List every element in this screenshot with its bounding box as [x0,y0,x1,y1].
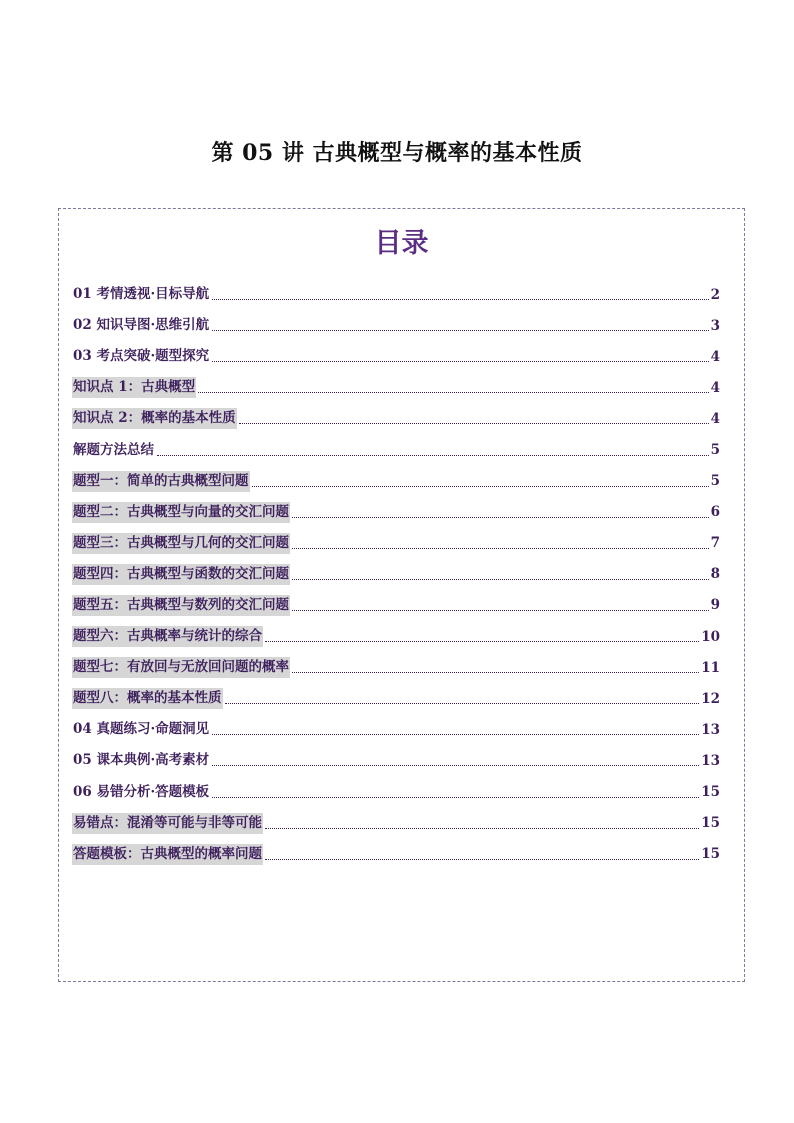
toc-entry-page: 4 [710,379,720,396]
toc-entry[interactable] [72,559,720,590]
toc-dot-leader [212,765,699,766]
toc-dot-leader [292,517,709,518]
toc-entry-label: 题型三：古典概型与几何的交汇问题 [72,533,290,554]
toc-entry-label: 解题方法总结 [73,441,154,458]
toc-entry-page: 13 [701,752,720,769]
toc-entry-label: 答题模板：古典概型的概率问题 [72,844,263,865]
toc-entry-label: 02 知识导图·思维引航 [73,317,210,334]
document-title: 第 05 讲 古典概型与概率的基本性质 [211,140,583,166]
toc-dot-leader [212,797,699,798]
toc-entry[interactable] [72,839,720,870]
toc-entry-page: 9 [710,597,720,614]
toc-entry-page: 15 [701,815,720,832]
toc-dot-leader [292,610,709,611]
table-of-contents [58,208,745,982]
toc-entry[interactable] [72,279,720,310]
toc-entry[interactable] [72,745,720,776]
toc-entry[interactable] [72,528,720,559]
toc-entry-label: 易错点：混淆等可能与非等可能 [72,813,263,834]
toc-dot-leader [225,703,700,704]
toc-entry[interactable] [72,590,720,621]
toc-entry-label: 题型一：简单的古典概型问题 [72,471,250,492]
toc-entry-label: 知识点 2：概率的基本性质 [72,408,237,429]
toc-dot-leader [265,828,699,829]
toc-entry[interactable] [72,341,720,372]
toc-list [72,279,720,870]
toc-entry-page: 13 [701,721,720,738]
toc-entry[interactable] [72,310,720,341]
toc-dot-leader [212,361,708,362]
toc-entry[interactable] [72,372,720,403]
toc-dot-leader [252,486,709,487]
toc-entry-page: 10 [701,628,720,645]
toc-entry[interactable] [72,403,720,434]
toc-entry-label: 题型七：有放回与无放回问题的概率 [72,657,290,678]
toc-entry-page: 8 [710,566,720,583]
toc-dot-leader [239,423,709,424]
toc-heading: 目录 [374,228,429,259]
toc-dot-leader [265,859,699,860]
toc-dot-leader [292,548,709,549]
toc-entry-page: 15 [701,784,720,801]
toc-entry-page: 5 [710,442,720,459]
toc-entry-page: 5 [710,473,720,490]
toc-entry-page: 11 [701,659,720,676]
toc-entry-label: 04 真题练习·命题洞见 [73,721,210,738]
toc-dot-leader [198,392,709,393]
toc-entry[interactable] [72,714,720,745]
toc-entry-label: 题型六：古典概率与统计的综合 [72,626,263,647]
toc-dot-leader [265,641,699,642]
toc-entry[interactable] [72,808,720,839]
toc-entry-page: 15 [701,846,720,863]
toc-entry-label: 题型五：古典概型与数列的交汇问题 [72,595,290,616]
toc-entry-label: 知识点 1：古典概型 [72,377,196,398]
toc-entry-page: 7 [710,535,720,552]
toc-entry[interactable] [72,652,720,683]
toc-entry-label: 题型二：古典概型与向量的交汇问题 [72,502,290,523]
toc-entry-page: 12 [701,690,720,707]
toc-entry-page: 4 [710,348,720,365]
toc-entry-label: 03 考点突破·题型探究 [73,348,210,365]
toc-dot-leader [157,455,709,456]
toc-entry[interactable] [72,497,720,528]
toc-dot-leader [292,579,709,580]
toc-entry-label: 01 考情透视·目标导航 [73,286,210,303]
toc-entry[interactable] [72,777,720,808]
toc-entry-label: 题型八：概率的基本性质 [72,688,223,709]
toc-entry[interactable] [72,466,720,497]
toc-entry[interactable] [72,621,720,652]
toc-entry-label: 题型四：古典概型与函数的交汇问题 [72,564,290,585]
toc-dot-leader [292,672,699,673]
toc-entry-page: 3 [710,317,720,334]
toc-entry[interactable] [72,434,720,465]
toc-dot-leader [212,734,699,735]
toc-entry-label: 06 易错分析·答题模板 [73,783,210,800]
toc-entry[interactable] [72,683,720,714]
toc-entry-label: 05 课本典例·高考素材 [73,752,210,769]
toc-dot-leader [212,330,708,331]
toc-entry-page: 6 [710,504,720,521]
toc-dot-leader [212,299,708,300]
toc-entry-page: 4 [710,410,720,427]
toc-entry-page: 2 [710,286,720,303]
